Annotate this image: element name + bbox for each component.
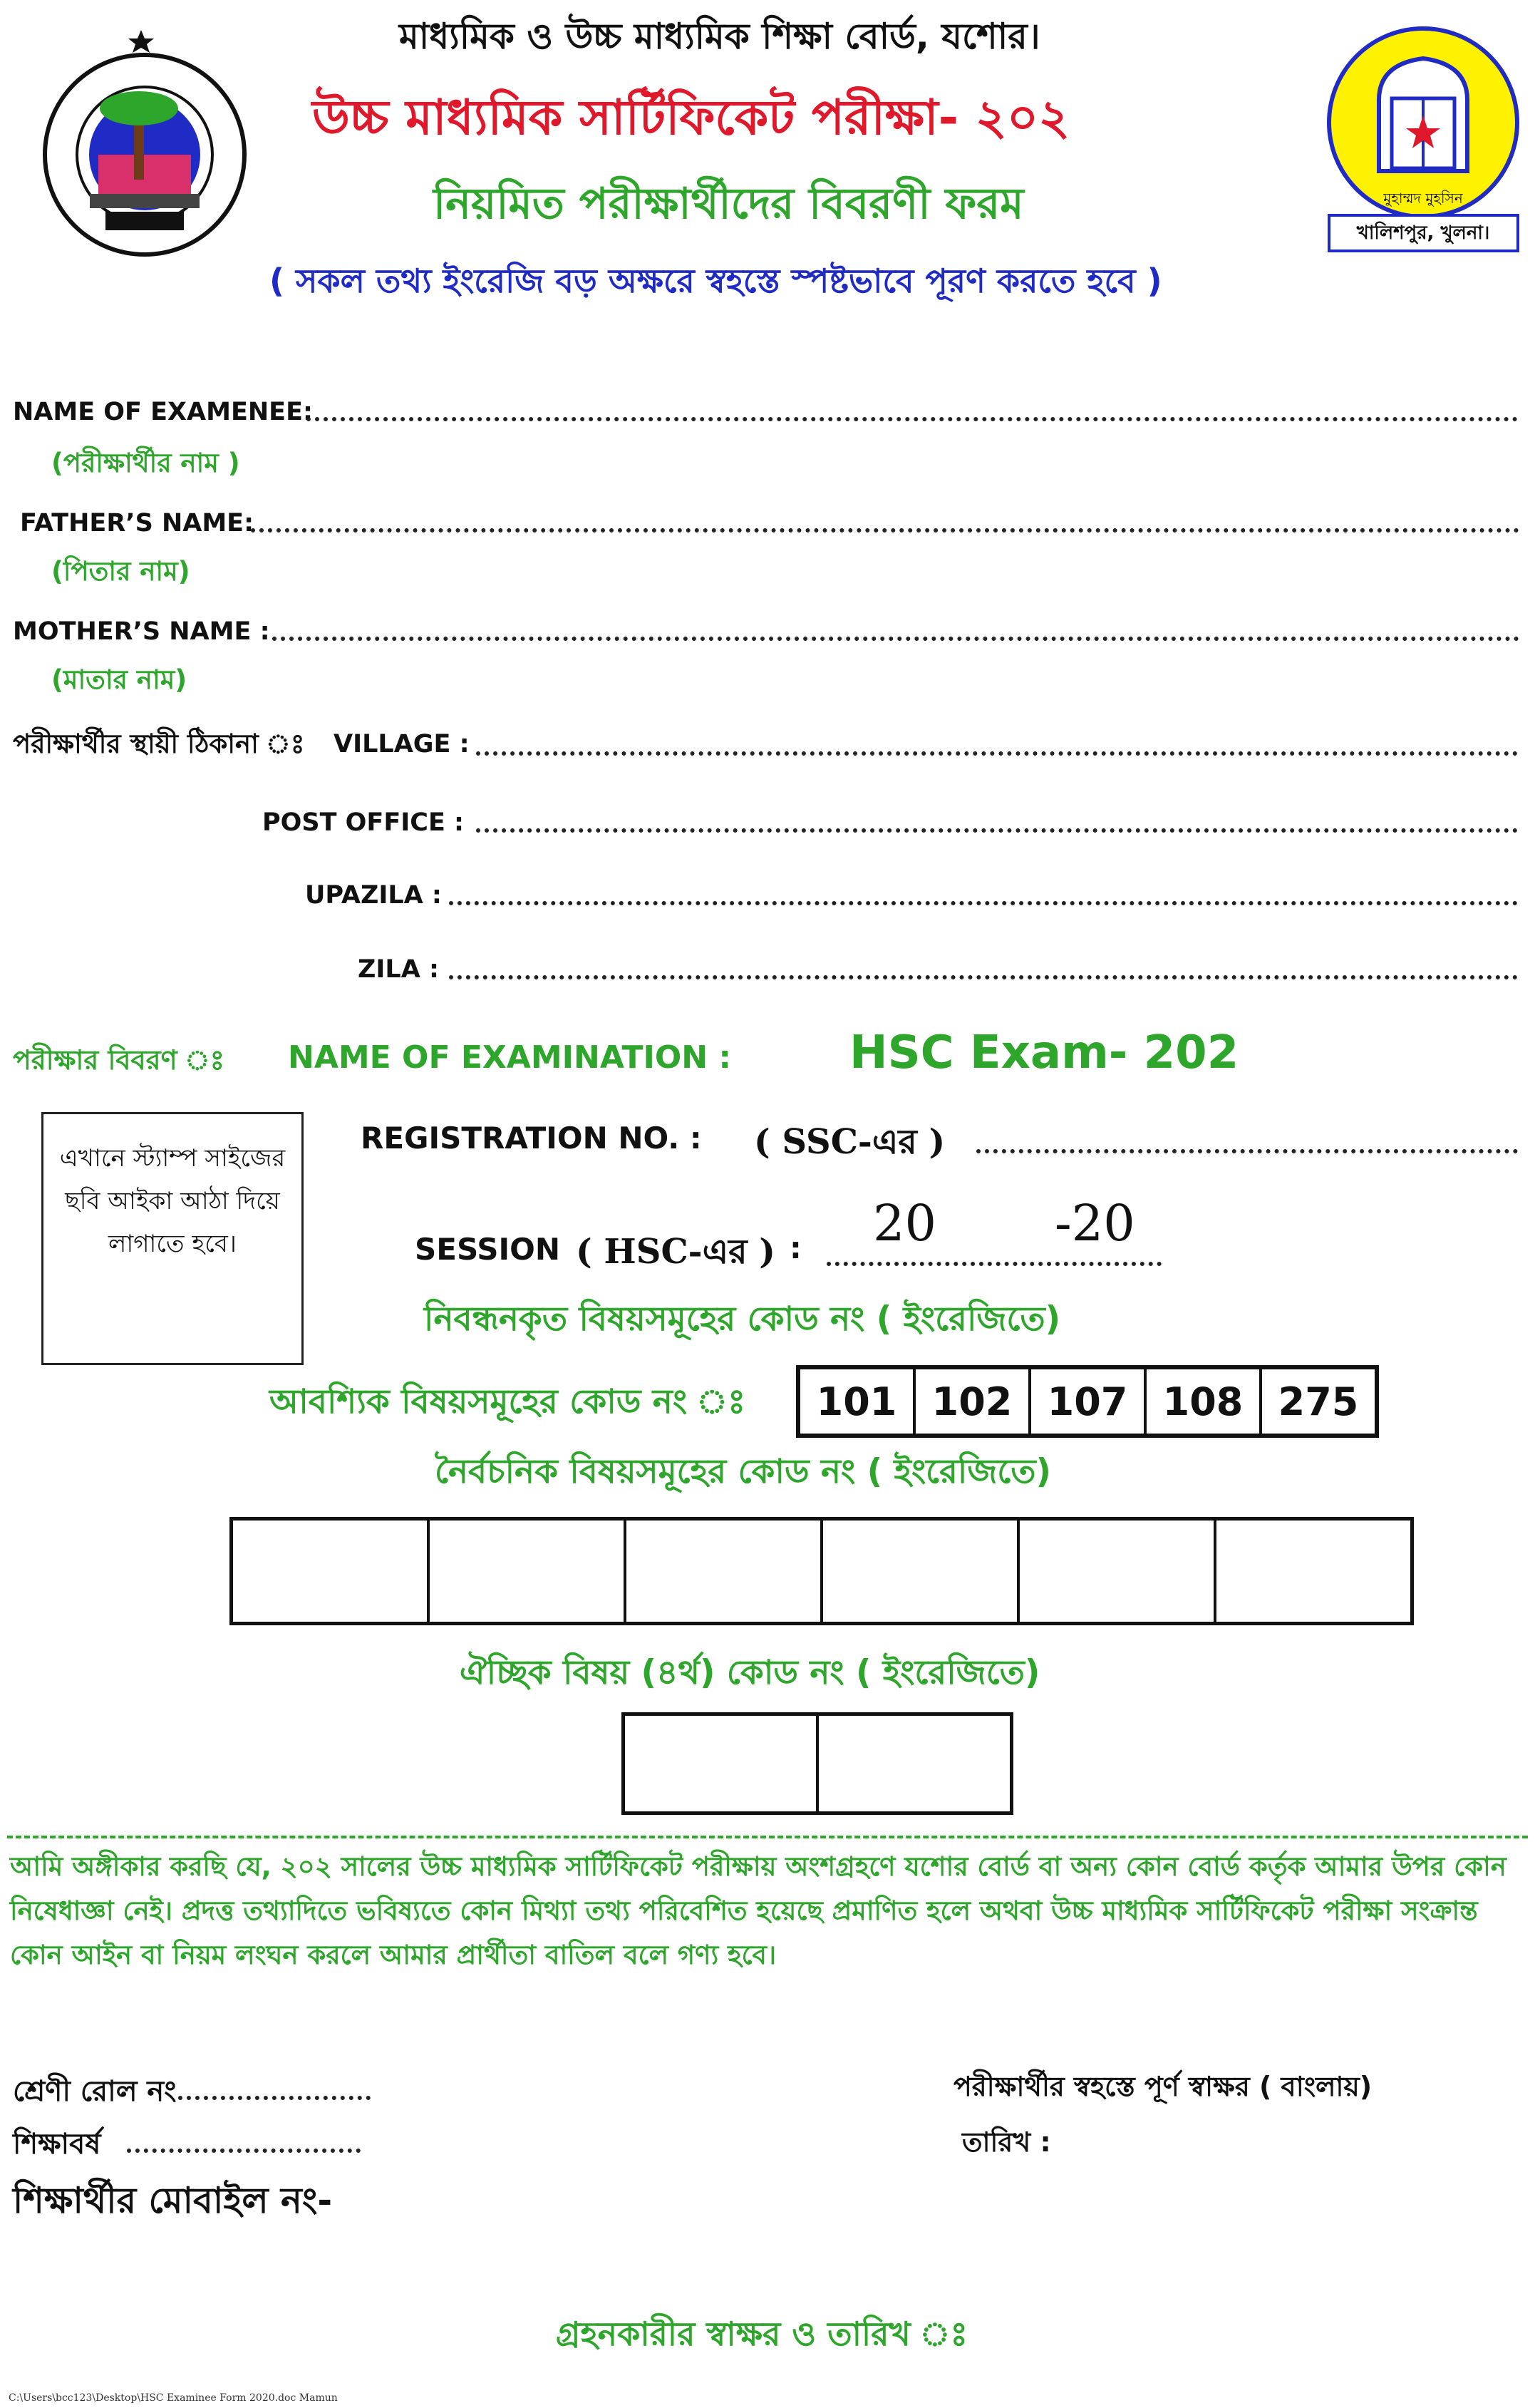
optional-code-input[interactable] xyxy=(817,1714,1012,1813)
academic-year-label: শিক্ষাবর্ষ xyxy=(13,2128,101,2161)
registered-codes-heading: নিবন্ধনকৃত বিষয়সমূহের কোড নং ( ইংরেজিতে) xyxy=(424,1300,1061,1339)
board-seal-logo xyxy=(27,23,262,258)
exam-title: উচ্চ মাধ্যমিক সার্টিফিকেট পরীক্ষা- ২০২ xyxy=(312,90,1070,146)
father-name-input[interactable] xyxy=(251,528,1519,532)
zila-label: ZILA : xyxy=(358,955,439,984)
zila-input[interactable] xyxy=(449,975,1518,979)
receiver-signature-label: গ্রহনকারীর স্বাক্ষর ও তারিখ ঃ xyxy=(556,2315,968,2353)
academic-year-input[interactable] xyxy=(127,2149,361,2153)
elective-code-input[interactable] xyxy=(1018,1519,1215,1624)
fill-instruction: ( সকল তথ্য ইংরেজি বড় অক্ষরে স্বহস্তে স্পষ্টভাবে পূরণ করতে হবে ) xyxy=(269,262,1162,300)
mother-name-input[interactable] xyxy=(272,637,1519,641)
optional-code-table xyxy=(621,1712,1013,1815)
file-path-text: C:\Users\bcc123\Desktop\HSC Examinee Form 2020.doc Mamun xyxy=(9,2392,338,2404)
date-label: তারিখ : xyxy=(962,2126,1051,2158)
compulsory-code-cell: 275 xyxy=(1261,1367,1377,1436)
elective-codes-heading: নৈর্বচনিক বিষয়সমূহের কোড নং ( ইংরেজিতে) xyxy=(435,1452,1052,1491)
session-colon: : xyxy=(790,1230,802,1265)
exam-name-label: NAME OF EXAMINATION : xyxy=(288,1039,731,1076)
college-logo xyxy=(1322,21,1525,257)
compulsory-code-cell: 107 xyxy=(1030,1367,1145,1436)
class-roll-input[interactable] xyxy=(178,2096,371,2100)
village-input[interactable] xyxy=(476,751,1518,756)
elective-code-input[interactable] xyxy=(822,1519,1018,1624)
class-roll-label: শ্রেণী রোল নং xyxy=(13,2075,177,2108)
college-name-text: মুহাম্মদ মুহসিন xyxy=(1383,190,1463,207)
upazila-input[interactable] xyxy=(449,901,1518,905)
exam-name-value: HSC Exam- 202 xyxy=(849,1027,1239,1079)
examinee-name-input[interactable] xyxy=(306,417,1518,421)
elective-code-input[interactable] xyxy=(428,1519,625,1624)
elective-code-input[interactable] xyxy=(625,1519,822,1624)
elective-code-input[interactable] xyxy=(1215,1519,1412,1624)
photo-instruction: এখানে স্ট্যাম্প সাইজের ছবি আইকা আঠা দিয়ে লাগাতে হবে। xyxy=(59,1144,286,1258)
pledge-divider xyxy=(7,1836,1528,1838)
exam-details-label: পরীক্ষার বিবরণ ঃ xyxy=(13,1044,224,1076)
pledge-text: আমি অঙ্গীকার করছি যে, ২০২ সালের উচ্চ মাধ্যমিক সার্টিফিকেট পরীক্ষায় অংশগ্রহণে যশোর বোর্ড বা অন্য কোন বোর্ড কর্তৃক আমার উপর কোন নিষেধাজ্ঞা নেই। প্রদত্ত তথ্যাদিতে ভবিষ্যতে কোন মিথ্যা তথ্য পরিবেশিত হয়েছে প্রমাণিত হলে অথবা উচ্চ মাধ্যমিক সার্টিফিকেট পরীক্ষা সংক্রান্ত কোন আইন বা নিয়ম লংঘন করলে আমার প্রার্থীতা বাতিল বলে গণ্য হবে। xyxy=(10,1851,1506,1970)
elective-code-input[interactable] xyxy=(232,1519,429,1624)
signature-label: পরীক্ষার্থীর স্বহস্তে পূর্ণ স্বাক্ষর ( বাংলায়) xyxy=(953,2071,1373,2102)
father-name-label: FATHER’S NAME: xyxy=(20,509,254,537)
session-start-year: 20 xyxy=(873,1194,937,1252)
form-title: নিয়মিত পরীক্ষার্থীদের বিবরণী ফরম xyxy=(433,179,1024,229)
elective-codes-table xyxy=(229,1517,1414,1625)
village-label: VILLAGE : xyxy=(334,730,470,758)
optional-code-heading: ঐচ্ছিক বিষয় (৪র্থ) কোড নং ( ইংরেজিতে) xyxy=(460,1653,1040,1692)
mother-name-label: MOTHER’S NAME : xyxy=(13,617,270,646)
registration-ssc-label: ( SSC-এর ) xyxy=(754,1122,946,1162)
upazila-label: UPAZILA : xyxy=(305,881,442,910)
registration-label: REGISTRATION NO. : xyxy=(361,1121,702,1156)
session-hsc-label: ( HSC-এর ) xyxy=(576,1232,775,1272)
father-name-bn-label: (পিতার নাম) xyxy=(51,556,190,587)
board-name: মাধ্যমিক ও উচ্চ মাধ্যমিক শিক্ষা বোর্ড, যশোর। xyxy=(399,16,1040,57)
mobile-label: শিক্ষার্থীর মোবাইল নং- xyxy=(13,2180,333,2221)
permanent-address-label: পরীক্ষার্থীর স্থায়ী ঠিকানা ঃ xyxy=(13,729,305,759)
post-office-label: POST OFFICE : xyxy=(262,808,465,837)
college-place-text: খালিশপুর, খুলনা। xyxy=(1356,222,1490,244)
examinee-name-label: NAME OF EXAMENEE: xyxy=(13,398,313,426)
compulsory-code-cell: 101 xyxy=(798,1367,914,1436)
photo-box[interactable] xyxy=(41,1112,304,1365)
session-input[interactable] xyxy=(827,1262,1162,1266)
registration-input[interactable] xyxy=(976,1149,1518,1153)
post-office-input[interactable] xyxy=(476,828,1518,833)
session-end-year: -20 xyxy=(1055,1194,1135,1252)
session-label: SESSION xyxy=(415,1232,561,1267)
compulsory-codes-label: আবশ্যিক বিষয়সমূহের কোড নং ঃ xyxy=(269,1382,746,1421)
optional-code-input[interactable] xyxy=(624,1714,818,1813)
compulsory-codes-table xyxy=(796,1365,1379,1438)
examinee-name-bn-label: (পরীক্ষার্থীর নাম ) xyxy=(51,448,240,478)
mother-name-bn-label: (মাতার নাম) xyxy=(51,664,187,695)
compulsory-code-cell: 108 xyxy=(1145,1367,1261,1436)
compulsory-code-cell: 102 xyxy=(914,1367,1030,1436)
